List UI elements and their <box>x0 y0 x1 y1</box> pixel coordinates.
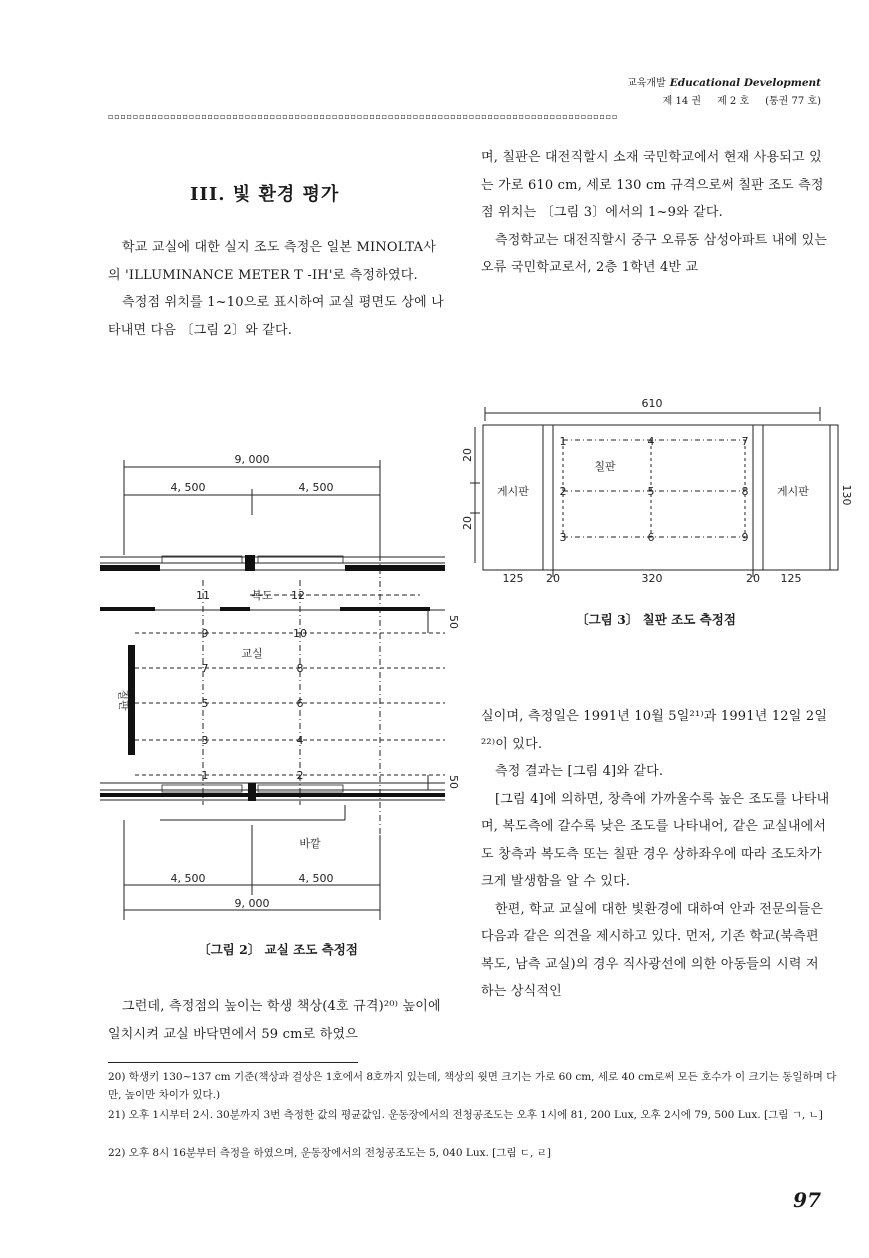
fig3-seg-320: 320 <box>641 572 663 585</box>
section-title: III. 빛 환경 평가 <box>190 184 340 205</box>
fig3-point-8: 8 <box>741 485 749 498</box>
total-issue: (통권 77 호) <box>765 96 821 107</box>
dim-half-left-bottom: 4, 500 <box>170 872 206 885</box>
left-paragraph-3: 그런데, 측정점의 높이는 학생 책상(4호 규격)²⁰⁾ 높이에 일치시켜 교실 바닥면에서 59 cm로 하였으 <box>108 999 441 1042</box>
left-paragraph-2: 측정점 위치를 1~10으로 표시하여 교실 평면도 상에 나타내면 다음 〔그림 2〕와 같다. <box>108 295 444 338</box>
point-8: 8 <box>296 662 304 675</box>
point-3: 3 <box>201 734 209 747</box>
right-paragraph-4: 측정 결과는 [그림 4]와 같다. <box>495 764 664 779</box>
figure-3-caption: 〔그림 3〕 칠판 조도 측정점 <box>576 612 736 627</box>
figure-2-caption: 〔그림 2〕 교실 조도 측정점 <box>198 942 358 957</box>
journal-name-en: Educational Development <box>669 77 821 89</box>
issue: 제 2 호 <box>717 96 750 107</box>
fig3-seg-125-left: 125 <box>502 572 524 585</box>
corridor-label: 복도 <box>251 589 273 602</box>
dim-total-bottom: 9, 000 <box>234 897 270 910</box>
left-column-bottom <box>108 993 448 1048</box>
bulletin-right: 게시판 <box>777 485 809 498</box>
footnote-21: 21) 오후 1시부터 2시. 30분까지 3번 측정한 값의 평균값임. 운동장에서의 전청공조도는 오후 1시에 81, 200 Lux, 오후 2시에 79, 500 Lux. [그림 ㄱ, ㄴ] <box>108 1109 823 1121</box>
fig3-point-5: 5 <box>647 485 655 498</box>
right-paragraph-1: 며, 칠판은 대전직할시 소재 국민학교에서 현재 사용되고 있는 가로 610 cm, 세로 130 cm 규격으로써 칠판 조도 측정점 위치는 〔그림 3〕에서의 1~9와 같다. <box>481 150 824 220</box>
fig3-point-7: 7 <box>741 435 749 448</box>
fig3-seg-125-right: 125 <box>780 572 802 585</box>
fig3-point-1: 1 <box>559 435 567 448</box>
bulletin-left: 게시판 <box>497 485 529 498</box>
issue-info <box>647 92 821 107</box>
page-number: 97 <box>793 1188 821 1212</box>
footnote-rule <box>108 1062 358 1063</box>
outside-label: 바깥 <box>299 837 321 850</box>
fig3-point-9: 9 <box>741 531 749 544</box>
right-column-top <box>481 144 831 282</box>
right-column-bottom <box>481 703 831 1006</box>
point-12: 12 <box>291 589 305 602</box>
footnote-20: 20) 학생키 130~137 cm 기준(책상과 걸상은 1호에서 8호까지 있는데, 책상의 윗면 크기는 가로 60 cm, 세로 40 cm로써 모든 호수가 이 크기는 동일하며 다만, 높이만 차이가 있다.) <box>108 1071 837 1101</box>
fig3-seg-20-left: 20 <box>546 572 560 585</box>
left-paragraph-1: 학교 교실에 대한 실지 조도 측정은 일본 MINOLTA사의 'ILLUMINANCE METER T -IH'로 측정하였다. <box>108 240 437 283</box>
dotted-rule: ▫▫▫▫▫▫▫▫▫▫▫▫▫▫▫▫▫▫▫▫▫▫▫▫▫▫▫▫▫▫▫▫▫▫▫▫▫▫▫▫▫▫▫▫▫▫▫▫▫▫▫▫▫▫▫▫▫▫▫▫▫▫▫▫▫▫▫▫▫▫▫▫▫▫▫▫▫▫▫▫▫▫ <box>108 112 619 121</box>
footnote-22: 22) 오후 8시 16분부터 측정을 하였으며, 운동장에서의 전청공조도는 5, 040 Lux. [그림 ㄷ, ㄹ] <box>108 1147 551 1159</box>
board-label: 칠판 <box>594 460 616 473</box>
dim-total-top: 9, 000 <box>234 453 270 466</box>
fig3-left-20-bottom: 20 <box>461 516 474 530</box>
point-4: 4 <box>296 734 304 747</box>
classroom-label: 교실 <box>241 647 263 660</box>
point-6: 6 <box>296 697 304 710</box>
left-column-top <box>108 234 448 344</box>
dim-half-left-top: 4, 500 <box>170 481 206 494</box>
dim-half-right-bottom: 4, 500 <box>298 872 334 885</box>
journal-header <box>627 74 821 89</box>
figure-2-classroom-plan <box>100 445 470 935</box>
point-9: 9 <box>201 627 209 640</box>
fig3-seg-20-right: 20 <box>746 572 760 585</box>
point-2: 2 <box>296 769 304 782</box>
right-paragraph-6: 한편, 학교 교실에 대한 빛환경에 대하여 안과 전문의들은 다음과 같은 의견을 제시하고 있다. 먼저, 기존 학교(북측편복도, 남측 교실)의 경우 직사광선에 의한 아동들의 시력 저하는 상식적인 <box>481 901 824 999</box>
point-10: 10 <box>293 627 307 640</box>
dim-50-bottom: 50 <box>447 775 460 789</box>
right-paragraph-3: 실이며, 측정일은 1991년 10월 5일²¹⁾과 1991년 12일 2일²²⁾이 있다. <box>481 709 828 752</box>
right-paragraph-5: [그림 4]에 의하면, 창측에 가까울수록 높은 조도를 나타내며, 복도측에 갈수록 낮은 조도를 나타내어, 같은 교실내에서도 창측과 복도측 또는 칠판 경우 상하좌우에 따라 조도차가 크게 발생함을 알 수 있다. <box>481 791 830 889</box>
point-1: 1 <box>201 769 209 782</box>
fig3-left-20-top: 20 <box>461 448 474 462</box>
point-11: 11 <box>196 589 210 602</box>
figure-3-blackboard-plan <box>461 395 853 590</box>
blackboard-label: 칠판 <box>117 689 130 711</box>
dim-50-top: 50 <box>447 615 460 629</box>
dim-half-right-top: 4, 500 <box>298 481 334 494</box>
point-7: 7 <box>201 662 209 675</box>
fig3-point-2: 2 <box>559 485 567 498</box>
journal-name-ko: 교육개발 <box>627 78 666 89</box>
point-5: 5 <box>201 697 209 710</box>
fig3-width-label: 610 <box>641 397 663 410</box>
right-paragraph-2: 측정학교는 대전직할시 중구 오류동 삼성아파트 내에 있는 오류 국민학교로서, 2층 1학년 4반 교 <box>481 232 828 275</box>
fig3-point-3: 3 <box>559 531 567 544</box>
fig3-point-4: 4 <box>647 435 655 448</box>
fig3-point-6: 6 <box>647 531 655 544</box>
volume: 제 14 권 <box>662 96 702 107</box>
fig3-height-label: 130 <box>840 484 853 506</box>
